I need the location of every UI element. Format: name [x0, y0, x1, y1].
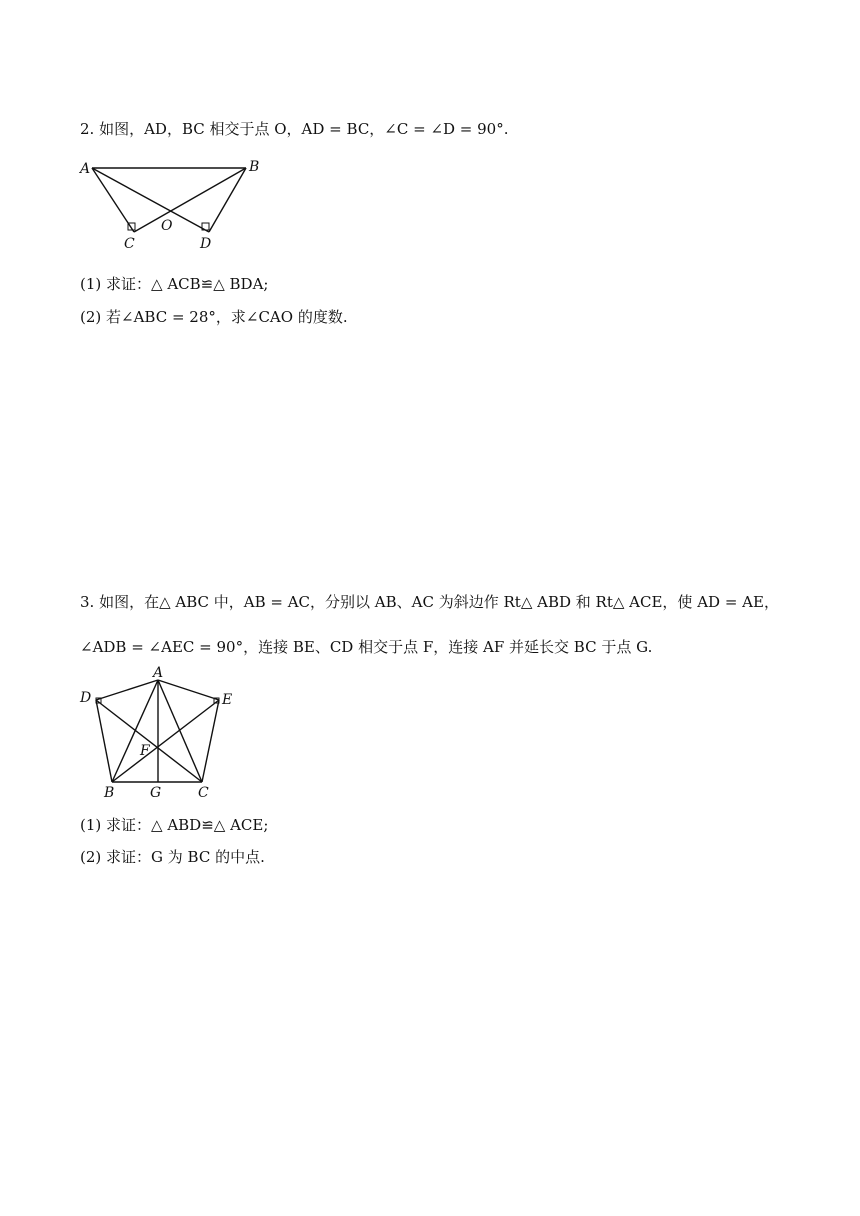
label-d: D	[200, 236, 212, 252]
label-a: A	[153, 665, 164, 681]
segment-cd	[96, 700, 202, 782]
label-b: B	[104, 785, 115, 801]
segment-bd	[209, 168, 246, 232]
segment-ae	[158, 680, 219, 700]
label-b: B	[249, 159, 260, 175]
problem-3-figure	[76, 665, 256, 801]
segment-ac	[158, 680, 202, 782]
problem-2-question-1: (1) 求证：△ ACB≌△ BDA;	[80, 275, 269, 293]
problem-3-diagram	[76, 665, 256, 801]
problem-2-question-2: (2) 若∠ABC = 28°，求∠CAO 的度数.	[80, 308, 348, 326]
problem-3-question-2: (2) 求证：G 为 BC 的中点.	[80, 848, 265, 866]
label-c: C	[198, 785, 209, 801]
segment-ec	[202, 700, 219, 782]
label-a: A	[80, 161, 91, 177]
problem-3-stem-line-1: 3. 如图，在△ ABC 中，AB = AC，分别以 AB、AC 为斜边作 Rt△ ABD 和 Rt△ ACE，使 AD = AE，	[80, 593, 779, 611]
label-f: F	[140, 743, 150, 759]
label-e: E	[222, 692, 233, 708]
segment-ac	[92, 168, 134, 232]
problem-3-question-1: (1) 求证：△ ABD≌△ ACE;	[80, 816, 269, 834]
segment-db	[96, 700, 112, 782]
label-d: D	[80, 690, 92, 706]
segment-ad	[96, 680, 158, 700]
segment-be	[112, 700, 219, 782]
label-c: C	[124, 236, 135, 252]
problem-3-stem-line-2: ∠ADB = ∠AEC = 90°，连接 BE、CD 相交于点 F，连接 AF 并延长交 BC 于点 G.	[80, 638, 653, 656]
label-g: G	[150, 785, 162, 801]
label-o: O	[161, 218, 173, 234]
problem-2-figure	[76, 156, 276, 256]
problem-2-stem: 2. 如图，AD，BC 相交于点 O，AD = BC，∠C = ∠D = 90°.	[80, 120, 509, 138]
problem-2-diagram	[76, 156, 276, 256]
